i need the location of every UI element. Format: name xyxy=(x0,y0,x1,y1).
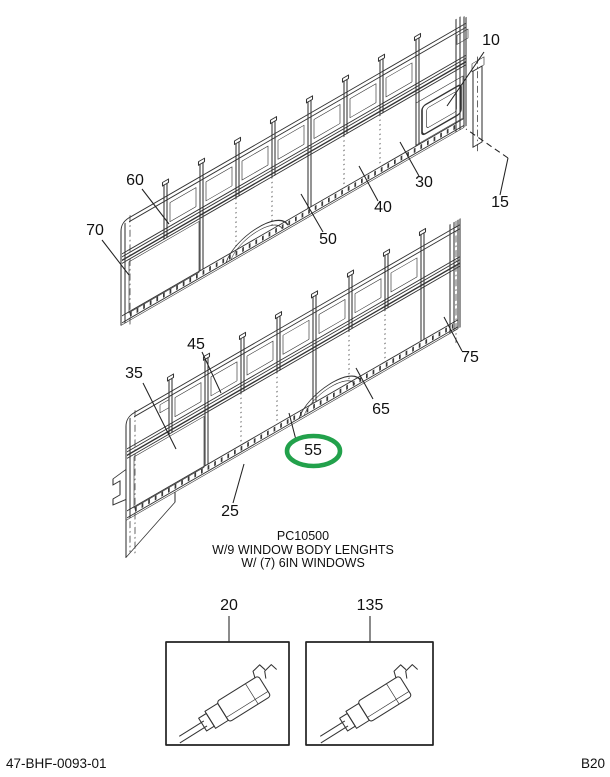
callout-15: 15 xyxy=(491,194,509,211)
callout-20: 20 xyxy=(220,597,238,614)
drawing-number: 47-BHF-0093-01 xyxy=(6,756,107,771)
callout-45: 45 xyxy=(187,336,205,353)
page-code: B20 xyxy=(580,756,605,771)
caption-body-config: W/9 WINDOW BODY LENGHTS xyxy=(212,542,394,557)
callout-75: 75 xyxy=(461,349,479,366)
side-bracket xyxy=(113,469,126,507)
part-box-20 xyxy=(166,642,289,745)
lower-panel-assembly xyxy=(113,209,460,569)
part-box-135 xyxy=(306,642,433,745)
wheel-arch xyxy=(226,210,288,263)
caption-window-config: W/ (7) 6IN WINDOWS xyxy=(241,556,365,571)
callout-10: 10 xyxy=(482,32,500,49)
lower-skirt xyxy=(126,492,175,557)
callout-35: 35 xyxy=(125,365,143,382)
callout-55-circled: 55 xyxy=(304,442,322,459)
connector-part-20 xyxy=(167,658,287,750)
caption-model-code: PC10500 xyxy=(276,529,330,543)
connector-part-135 xyxy=(308,658,428,750)
callout-70: 70 xyxy=(86,222,104,239)
callout-30: 30 xyxy=(415,174,433,191)
callout-25: 25 xyxy=(221,503,239,520)
callout-50: 50 xyxy=(319,231,337,248)
callout-60: 60 xyxy=(126,172,144,189)
rivet-strip xyxy=(135,326,453,510)
figure-caption xyxy=(212,530,394,571)
callout-40: 40 xyxy=(374,199,392,216)
callout-65: 65 xyxy=(372,401,390,418)
callout-135: 135 xyxy=(356,597,384,614)
